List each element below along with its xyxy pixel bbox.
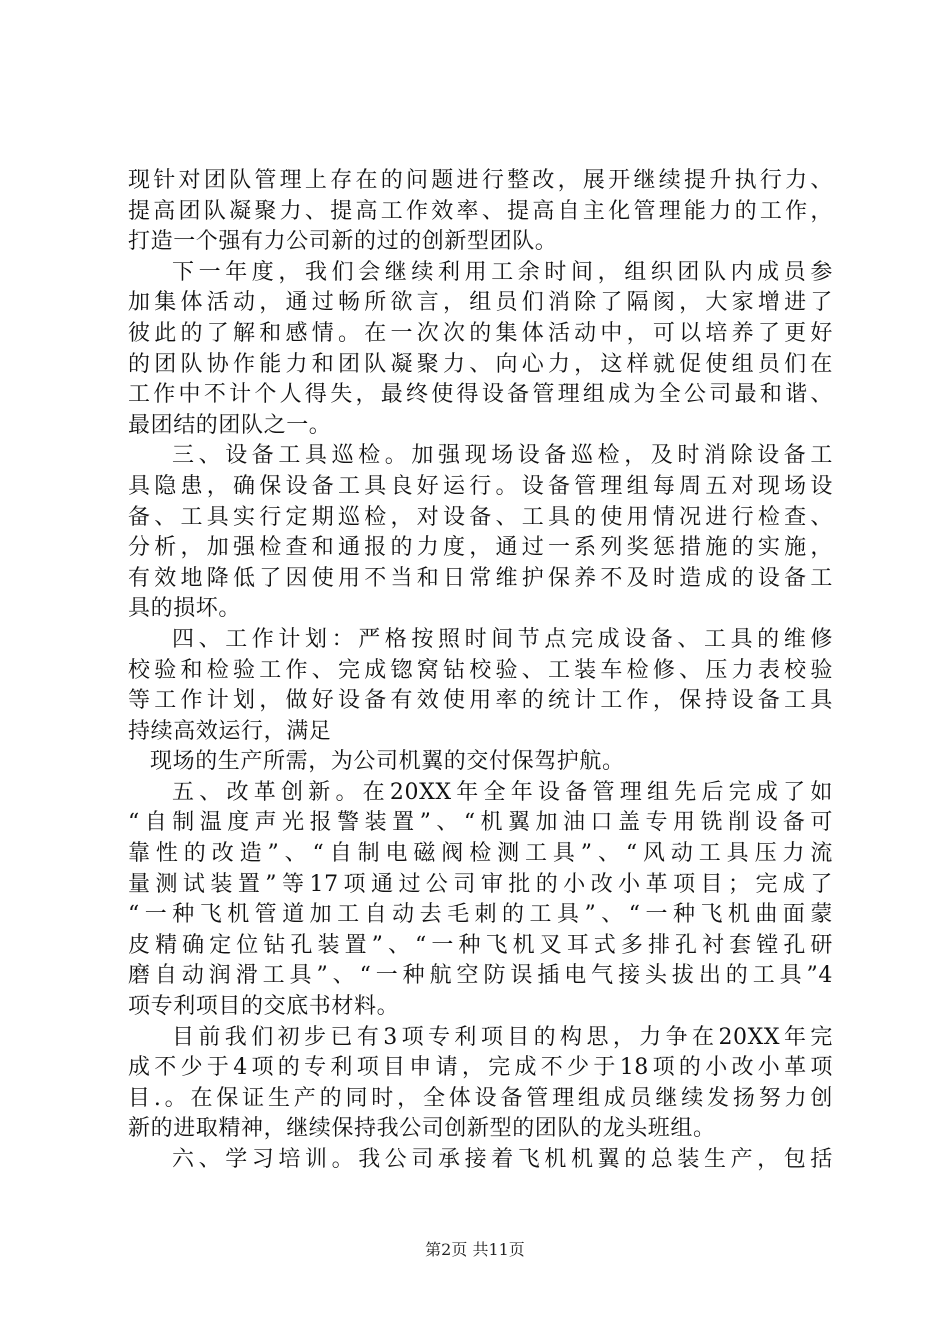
text-line: 备、工具实行定期巡检，对设备、工具的使用情况进行检查、: [128, 504, 833, 530]
text-line: 成不少于4项的专利项目申请，完成不少于18项的小改小革项: [128, 1055, 833, 1081]
text-line: 靠性的改造”、“自制电磁阀检测工具”、“风动工具压力流: [128, 841, 833, 867]
text-line: 具隐患，确保设备工具良好运行。设备管理组每周五对现场设: [128, 473, 833, 499]
text-line: 工作中不计个人得失，最终使得设备管理组成为全公司最和谐、: [128, 382, 833, 408]
text-line: 加集体活动，通过畅所欲言，组员们消除了隔阂，大家增进了: [128, 290, 833, 316]
paragraph-start-line: 六、学习培训。我公司承接着飞机机翼的总装生产，包括: [172, 1147, 833, 1172]
text-line: 的团队协作能力和团队凝聚力、向心力，这样就促使组员们在: [128, 351, 833, 377]
paragraph-start-line: 四、工作计划：严格按照时间节点完成设备、工具的维修: [172, 626, 833, 652]
text-line: 有效地降低了因使用不当和日常维护保养不及时造成的设备工: [128, 565, 833, 591]
paragraph-start-line: 现场的生产所需，为公司机翼的交付保驾护航。: [150, 749, 625, 775]
text-line: “自制温度声光报警装置”、“机翼加油口盖专用铣削设备可: [128, 810, 833, 836]
text-line: 提高团队凝聚力、提高工作效率、提高自主化管理能力的工作，: [128, 198, 833, 224]
text-line: 彼此的了解和感情。在一次次的集体活动中，可以培养了更好: [128, 320, 833, 346]
text-line: 具的损坏。: [128, 596, 242, 622]
text-line: 最团结的团队之一。: [128, 412, 332, 438]
text-line: 量测试装置”等17项通过公司审批的小改小革项目；完成了: [128, 871, 833, 897]
paragraph-start-line: 下一年度，我们会继续利用工余时间，组织团队内成员参: [172, 259, 833, 285]
text-line: 皮精确定位钻孔装置”、“一种飞机叉耳式多排孔衬套镗孔研: [128, 932, 833, 958]
text-line: 磨自动润滑工具”、“一种航空防误插电气接头拔出的工具”4: [128, 963, 833, 989]
text-line: 项专利项目的交底书材料。: [128, 994, 400, 1020]
text-line: 打造一个强有力公司新的过的创新型团队。: [128, 229, 558, 255]
text-line: 分析，加强检查和通报的力度，通过一系列奖惩措施的实施，: [128, 535, 833, 561]
text-line: 校验和检验工作、完成锪窝钻校验、工装车检修、压力表校验: [128, 657, 833, 683]
text-line: 持续高效运行，满足: [128, 718, 332, 744]
text-line: “一种飞机管道加工自动去毛刺的工具”、“一种飞机曲面蒙: [128, 902, 833, 928]
paragraph-start-line: 五、改革创新。在20XX年全年设备管理组先后完成了如: [172, 779, 833, 805]
text-line: 现针对团队管理上存在的问题进行整改，展开继续提升执行力、: [128, 168, 833, 193]
paragraph-start-line: 三、设备工具巡检。加强现场设备巡检，及时消除设备工: [172, 443, 833, 469]
text-line: 等工作计划，做好设备有效使用率的统计工作，保持设备工具: [128, 688, 833, 714]
document-body: [128, 166, 833, 1176]
page-number-footer: 第2页 共11页: [425, 1240, 525, 1259]
text-line: 新的进取精神，继续保持我公司创新型的团队的龙头班组。: [128, 1116, 716, 1142]
text-line: 目.。在保证生产的同时，全体设备管理组成员继续发扬努力创: [128, 1085, 833, 1111]
paragraph-start-line: 目前我们初步已有3项专利项目的构思，力争在20XX年完: [172, 1024, 833, 1050]
